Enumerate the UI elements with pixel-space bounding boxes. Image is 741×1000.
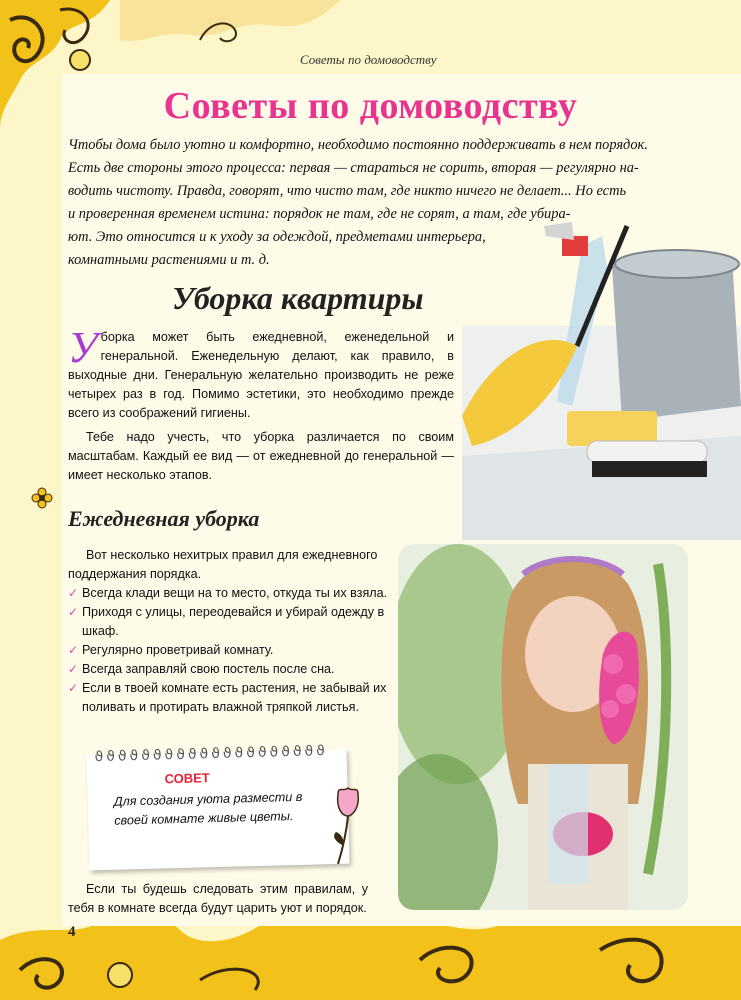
- cleaning-supplies-photo: [462, 206, 741, 540]
- intro-line: и проверенная временем истина: порядок не там, где не сорят, а там, где убира-: [68, 206, 571, 222]
- intro-line: ют. Это относится и к уходу за одеждой, предметами интерьера,: [68, 229, 486, 245]
- intro-line: Чтобы дома было уютно и комфортно, необходимо постоянно поддерживать в нем порядок.: [68, 137, 648, 153]
- checkmark-icon: ✓: [68, 662, 79, 676]
- section-paragraph: Тебе надо учесть, что уборка различается по своим масштабам. Каждый ее вид — от ежедневной до генеральной — имеет несколько этапов.: [68, 430, 454, 482]
- section-paragraph: [68, 323, 454, 423]
- checkmark-icon: ✓: [68, 586, 79, 600]
- page-title: Советы по домоводству: [163, 85, 578, 127]
- intro-line: комнатными растениями и т. д.: [68, 252, 270, 268]
- list-item: ✓ Всегда клади вещи на то место, откуда ты их взяла.: [68, 584, 388, 603]
- intro-line: водить чистоту. Правда, говорят, что чисто там, где никто ничего не делает... Но есть: [68, 183, 627, 199]
- checkmark-icon: ✓: [68, 681, 79, 695]
- list-item: ✓ Регулярно проветривай комнату.: [68, 641, 388, 660]
- tip-note: [87, 743, 350, 871]
- checkmark-icon: ✓: [68, 605, 79, 619]
- tip-text: Для создания уюта размести в своей комнате живые цветы.: [113, 789, 303, 828]
- checkmark-icon: ✓: [68, 643, 79, 657]
- list-item: ✓ Приходя с улицы, переодевайся и убирай одежду в шкаф.: [68, 605, 385, 638]
- girl-with-flowers-photo: [398, 544, 688, 910]
- section-paragraph-text: борка может быть ежедневной, еженедельной и генеральной. Еженедельную делают, как правило, в выходные дни. Генеральную желательно производить не реже четырех раз в год. Помимо эстетики, это необходимо прежде всего из соображений гигиены.: [68, 330, 454, 420]
- intro-line: Есть две стороны этого процесса: первая — стараться не сорить, вторая — регулярно на-: [68, 160, 639, 176]
- rules-intro: Вот несколько нехитрых правил для ежедневного поддержания порядка.: [68, 548, 378, 581]
- notepad-spiral: ϑϑϑϑϑϑϑϑϑϑϑϑϑϑϑϑϑϑϑϑ: [94, 743, 329, 766]
- top-swirl-ornament: [120, 0, 340, 60]
- rules-list: [68, 584, 388, 717]
- drop-cap: У: [68, 323, 98, 372]
- tip-label: СОВЕТ: [164, 770, 210, 787]
- closing-paragraph: Если ты будешь следовать этим правилам, у тебя в комнате всегда будут царить уют и порядок.: [68, 882, 368, 915]
- tulip-icon: [330, 786, 370, 866]
- running-header: Советы по домоводству: [300, 52, 437, 67]
- subsection-title: Ежедневная уборка: [68, 506, 260, 531]
- page-number: 4: [68, 924, 76, 940]
- flower-ornament-icon: [31, 487, 53, 509]
- section-title: Уборка квартиры: [172, 280, 424, 316]
- list-item: ✓ Если в твоей комнате есть растения, не забывай их поливать и протирать влажной тряпкой листья.: [68, 681, 387, 714]
- list-item: ✓ Всегда заправляй свою постель после сна.: [68, 660, 388, 679]
